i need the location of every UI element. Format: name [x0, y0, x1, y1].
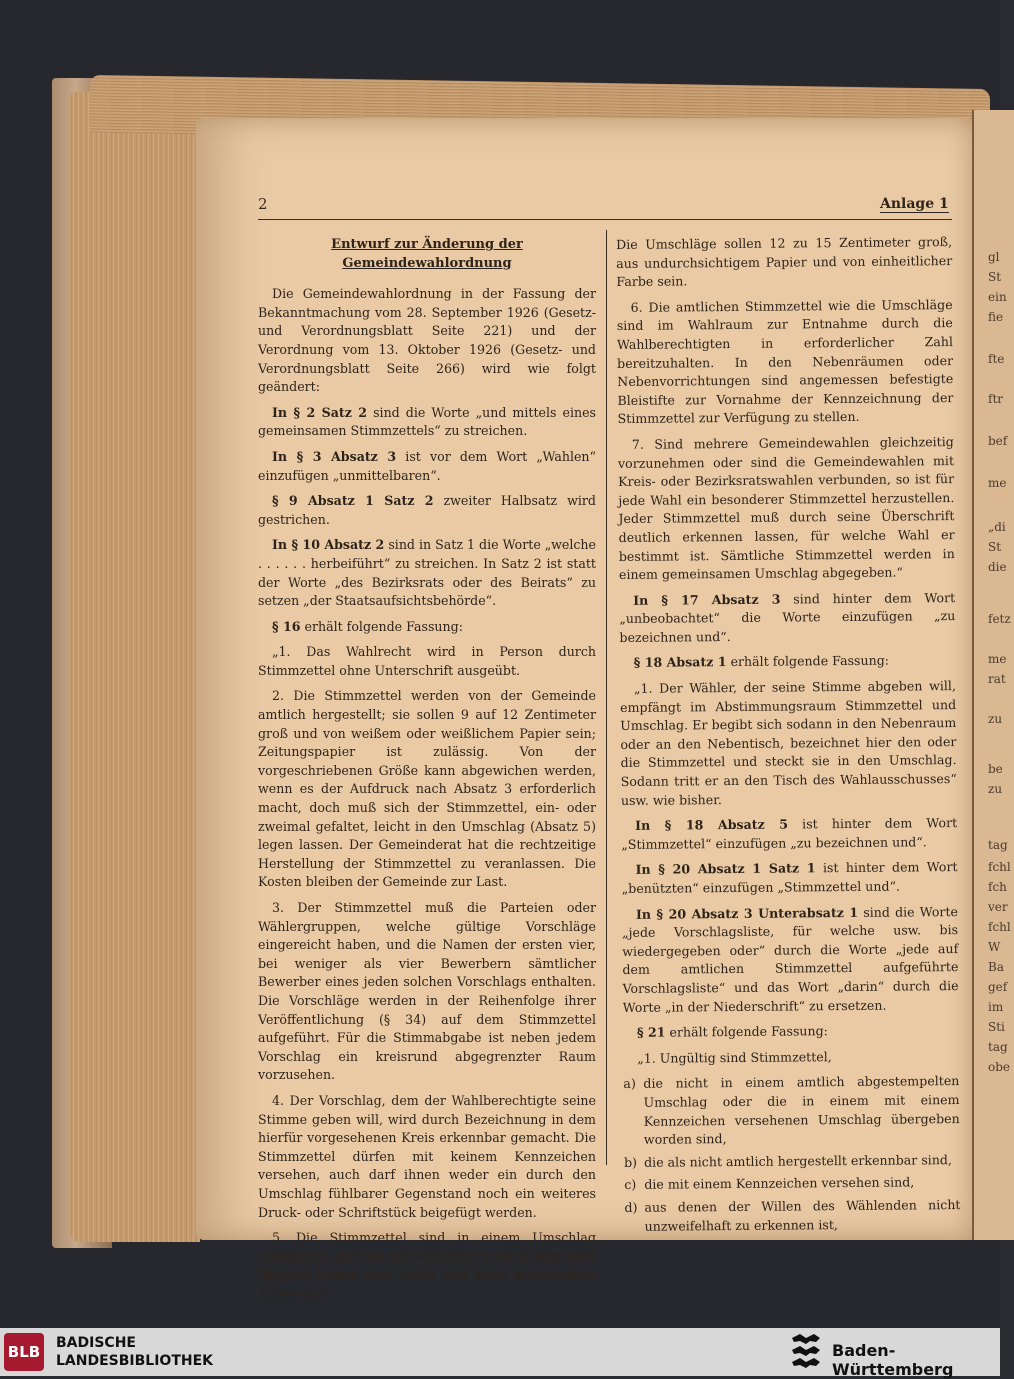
- fragment-text: fch: [988, 880, 1007, 894]
- list-item: c) die mit einem Kennzeichen versehen sind,: [624, 1174, 915, 1193]
- fragment-text: gef: [988, 980, 1008, 994]
- list-item: d) aus denen der Willen des Wählenden nicht unzweifelhaft zu erkennen ist,: [624, 1196, 961, 1234]
- right-column: [616, 233, 961, 1240]
- paragraph: In § 2 Satz 2 sind die Worte „und mittels eines gemeinsamen Stimmzettels“ zu streichen.: [258, 404, 597, 439]
- fragment-text: im: [988, 1000, 1004, 1014]
- paragraph: In § 20 Absatz 3 Unterabsatz 1 sind die Worte „jede Vorschlagsliste, für welche usw. bis wiedergegeben oder“ durch die Worte „jede auf dem amtlichen Stimmzettel aufgeführte Vorschlagsliste“ und das Wort „darin“ durch die Worte „in der Niederschrift“ zu ersetzen.: [622, 903, 959, 1015]
- anlage-label: Anlage 1: [880, 196, 949, 212]
- document-title: Entwurf zur Änderung der Gemeindewahlordnung: [331, 237, 523, 271]
- fragment-text: fie: [988, 310, 1004, 324]
- fragment-text: fchl: [988, 920, 1011, 934]
- fragment-text: zu: [988, 782, 1003, 796]
- fragment-text: zu: [988, 712, 1003, 726]
- column-divider: [606, 230, 607, 1165]
- paragraph: In § 10 Absatz 2 sind in Satz 1 die Worte „welche . . . . . . herbeiführt“ zu streichen. In Satz 2 ist statt der Worte „des Bezirksrats oder des Beirats“ zu setzen „der Staatsaufsichtsbehörde“.: [258, 537, 596, 609]
- paragraph: In § 18 Absatz 5 ist hinter dem Wort „Stimmzettel“ einzufügen „zu bezeichnen und“.: [621, 815, 958, 852]
- fragment-text: fetz: [988, 612, 1011, 626]
- paragraph: „1. Das Wahlrecht wird in Person durch Stimmzettel ohne Unterschrift ausgeübt.: [258, 644, 596, 678]
- fragment-text: St: [988, 270, 1002, 284]
- paragraph: 7. Sind mehrere Gemeindewahlen gleichzeitig vorzunehmen oder sind die Gemeindewahlen mit Kreis- oder Bezirksratswahlen verbunden, so ist für jede Wahl ein besonderer Stimmzettel herzustellen. Jeder Stimmzettel muß durch seine Überschrift deutlich erkennen lassen, für welche Wahl er bestimmt ist. Sämtliche Stimmzettel werden in einem gemeinsamen Umschlag abgegeben.“: [617, 433, 955, 583]
- state-name[interactable]: Baden-Württemberg: [832, 1341, 954, 1379]
- paragraph: § 21 erhält folgende Fassung:: [636, 1023, 828, 1041]
- list-item: a) die nicht in einem amtlich abgestempelten Umschlag oder die in einem mit einem Kennzeichen versehenen Umschlag übergeben worden sind,: [623, 1073, 960, 1147]
- library-name[interactable]: BADISCHE LANDESBIBLIOTHEK: [56, 1335, 214, 1369]
- paragraph: § 18 Absatz 1 erhält folgende Fassung:: [633, 653, 890, 671]
- fragment-text: fchl: [988, 860, 1011, 874]
- fragment-text: be: [988, 762, 1003, 776]
- paragraph: Die Gemeindewahlordnung in der Fassung der Bekanntmachung vom 28. September 1926 (Gesetz- und Verordnungsblatt Seite 221) und der Verordnung vom 13. Oktober 1926 (Gesetz- und Verordnungsblatt Seite 266) wird wie folgt geändert:: [258, 286, 596, 395]
- page-edges: [70, 92, 200, 1242]
- paragraph: In § 17 Absatz 3 sind hinter dem Wort „unbeobachtet“ die Worte einzufügen „zu bezeichnen und“.: [619, 589, 956, 645]
- state-lions-icon: [790, 1332, 822, 1372]
- fragment-text: Sti: [988, 1020, 1005, 1034]
- paragraph: § 16 erhält folgende Fassung:: [272, 618, 463, 634]
- next-page-fragment: [972, 110, 1014, 1240]
- fragment-text: tag: [988, 1040, 1008, 1054]
- fragment-text: fte: [988, 352, 1005, 366]
- paragraph: „1. Ungültig sind Stimmzettel,: [637, 1048, 832, 1066]
- paragraph: 3. Der Stimmzettel muß die Parteien oder Wählergruppen, welche gültige Vorschläge eingereicht haben, und die Namen der ersten vier, bei weniger als vier Bewerbern sämtlicher Bewerber eines jeden solchen Vorschlags enthalten. Die Vorschläge werden in der Reihenfolge ihrer Veröffentlichung (§ 34) auf dem Stimmzettel aufgeführt. Für die Stimmabgabe ist neben jedem Vorschlag ein kreisrund abgegrenzter Raum vorzusehen.: [258, 900, 596, 1083]
- left-column: [258, 236, 596, 1310]
- paragraph: 6. Die amtlichen Stimmzettel wie die Umschläge sind im Wahlraum zur Entnahme durch die Wahlberechtigten in erforderlicher Zahl bereitzuhalten. In den Nebenräumen oder Nebenvorrichtungen sind angemessen befestigte Bleistifte zur Vornahme der Kennzeichnung der Stimmzettel zur Verfügung zu stellen.: [616, 296, 954, 427]
- paragraph: „1. Der Wähler, der seine Stimme abgeben will, empfängt im Abstimmungsraum Stimmzettel und Umschlag. Er begibt sich sodann in den Nebenraum oder an den Nebentisch, bezeichnet hier den oder die Stimmzettel und steckt sie in den Umschlag. Sodann tritt er an den Tisch des Wahlausschusses“ usw. wie bisher.: [620, 678, 957, 808]
- fragment-text: ver: [988, 900, 1008, 914]
- fragment-text: me: [988, 652, 1007, 666]
- fragment-text: me: [988, 476, 1007, 490]
- fragment-text: tag: [988, 838, 1008, 852]
- fragment-text: W: [988, 940, 1001, 954]
- paragraph: § 9 Absatz 1 Satz 2 zweiter Halbsatz wird gestrichen.: [258, 493, 596, 527]
- fragment-text: St: [988, 540, 1002, 554]
- fragment-text: obe: [988, 1060, 1011, 1074]
- blb-logo[interactable]: BLB: [4, 1333, 44, 1371]
- paragraph: In § 3 Absatz 3 ist vor dem Wort „Wahlen“ einzufügen „unmittelbaren“.: [258, 448, 596, 483]
- fragment-text: Ba: [988, 960, 1004, 974]
- fragment-text: bef: [988, 434, 1008, 448]
- fragment-text: rat: [988, 672, 1006, 686]
- fragment-text: die: [988, 560, 1007, 574]
- paragraph: Die Umschläge sollen 12 zu 15 Zentimeter groß, aus undurchsichtigem Papier und von einheitlicher Farbe sein.: [616, 234, 953, 290]
- fragment-text: ftr: [988, 392, 1003, 406]
- list-item: b) die als nicht amtlich hergestellt erkennbar sind,: [624, 1151, 953, 1170]
- paragraph: In § 20 Absatz 1 Satz 1 ist hinter dem Wort „benützten“ einzufügen „Stimmzettel und“.: [621, 859, 958, 896]
- footer-bar: [0, 1328, 1000, 1379]
- fragment-text: „di: [988, 520, 1006, 534]
- paragraph: 4. Der Vorschlag, dem der Wahlberechtigte seine Stimme geben will, wird durch Bezeichnung in dem hierfür vorgesehenen Kreis erkennbar gemacht. Die Stimmzettel dürfen mit keinem Kennzeichen versehen, auch darf ihnen weder ein durch den Umschlag fühlbarer Gegenstand noch ein weiteres Druck- oder Schriftstück beigefügt werden.: [258, 1092, 596, 1220]
- page-number: 2: [258, 195, 268, 213]
- fragment-text: gl: [988, 250, 1000, 264]
- paragraph: 5. Die Stimmzettel sind in einem Umschlag abzugeben, der auf der Vorderseite einen amtlichen Stempel tragen muß, sonst aber keine Kennzeichen haben darf.: [258, 1230, 596, 1301]
- paragraph: 2. Die Stimmzettel werden von der Gemeinde amtlich hergestellt; sie sollen 9 auf 12 Zentimeter groß und von weißem oder weißlichem Papier sein; Zeitungspapier ist zulässig. Von der vorgeschriebenen Größe kann abgewichen werden, wenn es der Aufdruck nach Absatz 3 erforderlich macht, doch muß sich der Stimmzettel, ein- oder zweimal gefaltet, leicht in den Umschlag (Absatz 5) legen lassen. Der Gemeinderat hat die rechtzeitige Herstellung der Stimmzettel zu veranlassen. Die Kosten bleiben der Gemeinde zur Last.: [258, 688, 596, 890]
- header-rule: [258, 219, 952, 220]
- fragment-text: ein: [988, 290, 1007, 304]
